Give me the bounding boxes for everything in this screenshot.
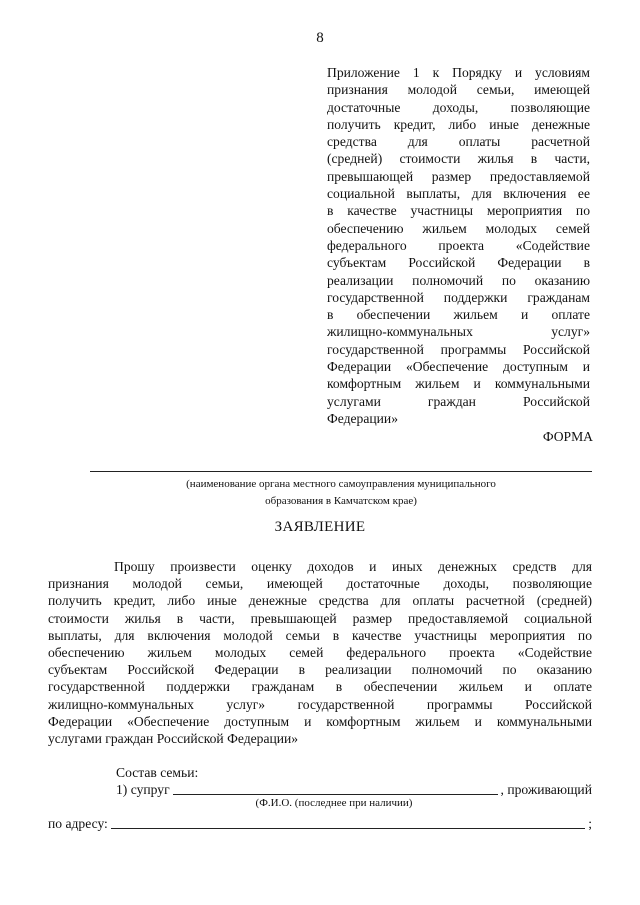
address-field[interactable] xyxy=(111,827,585,829)
body-line: субъектам Российской Федерации в реализации полномочий по оказанию xyxy=(48,662,592,678)
organization-caption xyxy=(90,476,592,510)
appendix-line: реализации полномочий по оказанию xyxy=(327,272,590,288)
spouse-row xyxy=(116,782,592,798)
application-body xyxy=(48,558,592,747)
body-line: услугами граждан Российской Федерации» xyxy=(48,731,299,747)
appendix-line: субъектам Российской Федерации в xyxy=(327,255,590,271)
appendix-line: признания молодой семьи, имеющей xyxy=(327,82,590,98)
document-title: ЗАЯВЛЕНИЕ xyxy=(274,519,366,535)
appendix-line: (средней) стоимости жилья в части, xyxy=(327,151,590,167)
body-line: признания молодой семьи, имеющей достаточные доходы, позволяющие xyxy=(48,576,592,592)
body-line: обеспечению жильем молодых семей федерального проекта «Содействие xyxy=(48,645,592,661)
organization-caption-line: (наименование органа местного самоуправления муниципального xyxy=(186,478,496,490)
body-line: жилищно-коммунальных услуг» государственной программы Российской xyxy=(48,696,592,712)
body-line: Прошу произвести оценку доходов и иных денежных средств для xyxy=(114,559,592,574)
form-label: ФОРМА xyxy=(542,429,593,444)
appendix-line: услугами граждан Российской xyxy=(327,393,590,409)
appendix-line: жилищно-коммунальных услуг» xyxy=(327,324,590,340)
appendix-line: превышающей размер предоставляемой xyxy=(327,168,590,184)
organization-caption-line: образования в Камчатском крае) xyxy=(265,495,417,507)
address-suffix: ; xyxy=(588,816,592,831)
family-composition-heading: Состав семьи: xyxy=(116,765,199,780)
appendix-reference xyxy=(327,64,590,427)
appendix-line: государственной программы Российской xyxy=(327,341,590,357)
organization-name-field[interactable] xyxy=(90,471,592,472)
address-row xyxy=(48,816,592,832)
appendix-line: в качестве участницы мероприятия по xyxy=(327,203,590,219)
spouse-suffix: , проживающий xyxy=(500,782,592,797)
spouse-name-field[interactable] xyxy=(173,793,498,795)
appendix-line: в обеспечении жильем и оплате xyxy=(327,307,590,323)
body-line: получить кредит, либо иные денежные средства для оплаты расчетной (средней) xyxy=(48,593,592,609)
appendix-line: Федерации» xyxy=(327,410,398,426)
appendix-line: обеспечению жильем молодых семей xyxy=(327,220,590,236)
appendix-line: государственной поддержки гражданам xyxy=(327,289,590,305)
appendix-line: достаточные доходы, позволяющие xyxy=(327,99,590,115)
body-line: стоимости жилья в части, превышающей размер предоставляемой социальной xyxy=(48,610,592,626)
appendix-line: получить кредит, либо иные денежные xyxy=(327,116,590,132)
body-line: Федерации «Обеспечение доступным и комфортным жильем и коммунальными xyxy=(48,713,592,729)
appendix-line: Федерации «Обеспечение доступным и xyxy=(327,359,590,375)
page-number: 8 xyxy=(316,30,324,46)
appendix-line: комфортным жильем и коммунальными xyxy=(327,376,590,392)
fio-caption: (Ф.И.О. (последнее при наличии) xyxy=(255,797,413,809)
body-line: выплаты, для включения молодой семьи в качестве участницы мероприятия по xyxy=(48,627,592,643)
appendix-line: средства для оплаты расчетной xyxy=(327,134,590,150)
body-line: государственной поддержки гражданам в обеспечении жильем и оплате xyxy=(48,679,592,695)
appendix-line: социальной выплаты, для включения ее xyxy=(327,186,590,202)
appendix-line: федерального проекта «Содействие xyxy=(327,237,590,253)
appendix-line: Приложение 1 к Порядку и условиям xyxy=(327,65,590,80)
spouse-label: 1) супруг xyxy=(116,782,170,797)
address-label: по адресу: xyxy=(48,816,108,831)
